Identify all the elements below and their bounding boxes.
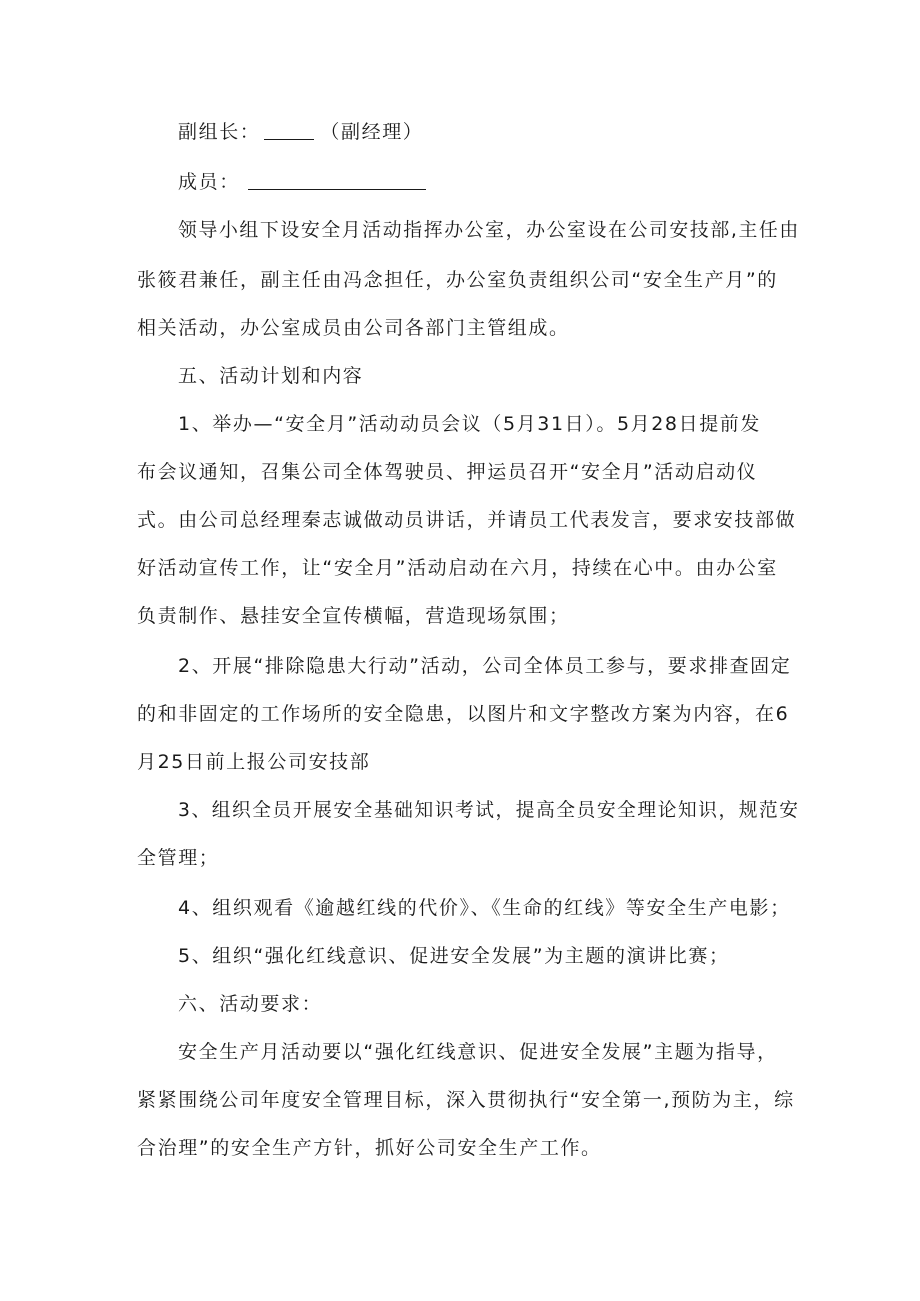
- paragraph-line: 的和非固定的工作场所的安全隐患，以图片和文字整改方案为内容，在6: [137, 703, 790, 725]
- paragraph-line: 全管理；: [137, 847, 220, 869]
- paragraph-line: 3、组织全员开展安全基础知识考试，提高全员安全理论知识，规范安: [178, 799, 800, 821]
- paragraph-line: 好活动宣传工作，让“安全月”活动启动在六月，持续在心中。由办公室: [137, 557, 778, 579]
- paragraph-line: 式。由公司总经理秦志诚做动员讲话，并请员工代表发言，要求安技部做: [137, 509, 797, 531]
- paragraph-line: 紧紧围绕公司年度安全管理目标，深入贯彻执行“安全第一,预防为主，综: [137, 1089, 795, 1111]
- section-heading: 六、活动要求：: [178, 993, 323, 1015]
- paragraph-line: 领导小组下设安全月活动指挥办公室，办公室设在公司安技部,主任由: [178, 219, 800, 241]
- paragraph-line: 相关活动，办公室成员由公司各部门主管组成。: [137, 317, 570, 339]
- paragraph-line: 1、举办—“安全月”活动动员会议（5月31日）。5月28日提前发: [178, 413, 762, 435]
- paragraph-line: 月25日前上报公司安技部: [137, 751, 371, 773]
- deputy-leader-title: （副经理）: [320, 121, 424, 143]
- members-blank: [248, 171, 426, 190]
- section-heading: 五、活动计划和内容: [178, 365, 364, 387]
- deputy-leader-blank: [264, 121, 314, 140]
- deputy-leader-line: [178, 120, 423, 144]
- paragraph-line: 张筱君兼任，副主任由冯念担任，办公室负责组织公司“安全生产月”的: [137, 269, 778, 291]
- paragraph-line: 负责制作、悬挂安全宣传横幅，营造现场氛围；: [137, 605, 570, 627]
- paragraph-line: 2、开展“排除隐患大行动”活动，公司全体员工参与，要求排查固定: [178, 655, 792, 677]
- paragraph-line: 布会议通知，召集公司全体驾驶员、押运员召开“安全月”活动启动仪: [137, 461, 758, 483]
- members-label: 成员：: [178, 171, 240, 193]
- paragraph-line: 5、组织“强化红线意识、促进安全发展”为主题的演讲比赛；: [178, 945, 730, 967]
- paragraph-line: 合治理”的安全生产方针，抓好公司安全生产工作。: [137, 1137, 602, 1159]
- paragraph-line: 安全生产月活动要以“强化红线意识、促进安全发展”主题为指导，: [178, 1041, 778, 1063]
- paragraph-line: 4、组织观看《逾越红线的代价》、《生命的红线》等安全生产电影；: [178, 897, 791, 919]
- deputy-leader-label: 副组长：: [178, 121, 261, 143]
- members-line: [178, 170, 426, 194]
